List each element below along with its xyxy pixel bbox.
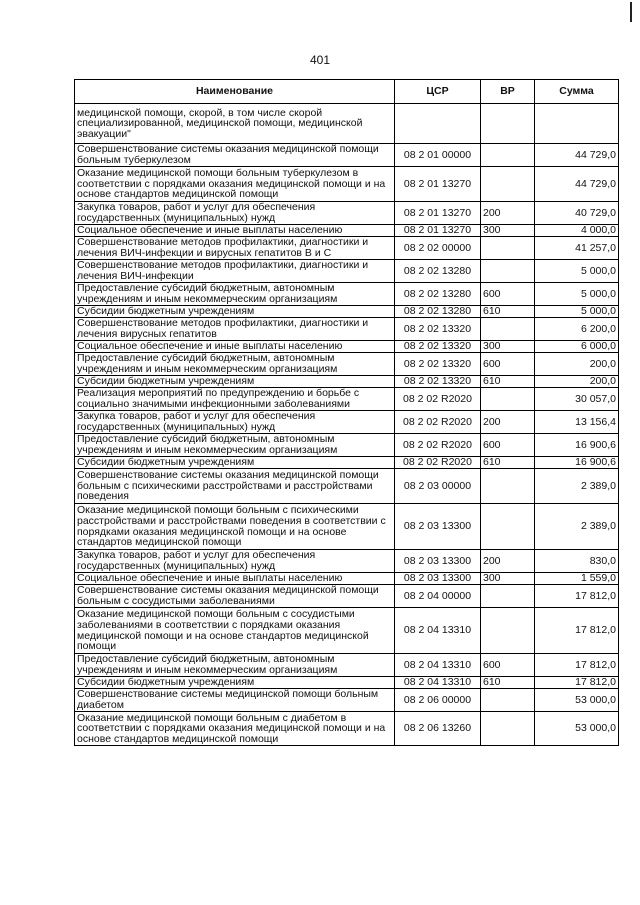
table-row: [75, 283, 619, 306]
row-name-cell: Совершенствование методов профилактики, диагностики и лечения ВИЧ-инфекции: [75, 260, 395, 283]
row-vr-cell: [481, 388, 535, 411]
row-vr-cell: 300: [481, 225, 535, 237]
row-csr-cell: 08 2 01 13270: [395, 202, 481, 225]
row-vr-cell: 600: [481, 434, 535, 457]
row-vr-cell: 600: [481, 283, 535, 306]
row-csr-cell: 08 2 02 R2020: [395, 411, 481, 434]
row-csr-cell: 08 2 04 13310: [395, 608, 481, 654]
row-vr-cell: [481, 469, 535, 504]
row-sum-cell: 17 812,0: [535, 654, 619, 677]
row-vr-cell: [481, 712, 535, 746]
table-row: [75, 144, 619, 167]
row-csr-cell: 08 2 06 00000: [395, 689, 481, 712]
row-name-cell: Оказание медицинской помощи больным туберкулезом в соответствии с порядками оказания медицинской помощи и на основе стандартов медицинской помощи: [75, 167, 395, 202]
row-name-cell: Закупка товаров, работ и услуг для обеспечения государственных (муниципальных) нужд: [75, 550, 395, 573]
row-vr-cell: [481, 608, 535, 654]
row-vr-cell: [481, 689, 535, 712]
row-name-cell: Субсидии бюджетным учреждениям: [75, 376, 395, 388]
row-vr-cell: 300: [481, 341, 535, 353]
row-sum-cell: 1 559,0: [535, 573, 619, 585]
row-vr-cell: 300: [481, 573, 535, 585]
row-sum-cell: 5 000,0: [535, 260, 619, 283]
table-row: [75, 388, 619, 411]
table-row: [75, 260, 619, 283]
row-name-cell: Совершенствование системы оказания медицинской помощи больным туберкулезом: [75, 144, 395, 167]
row-name-cell: Социальное обеспечение и иные выплаты населению: [75, 225, 395, 237]
row-csr-cell: 08 2 02 00000: [395, 237, 481, 260]
table-row: [75, 411, 619, 434]
row-name-cell: Социальное обеспечение и иные выплаты населению: [75, 341, 395, 353]
row-sum-cell: 17 812,0: [535, 677, 619, 689]
row-sum-cell: 53 000,0: [535, 689, 619, 712]
row-sum-cell: 200,0: [535, 376, 619, 388]
row-sum-cell: 17 812,0: [535, 585, 619, 608]
table-row: [75, 712, 619, 746]
row-sum-cell: 2 389,0: [535, 469, 619, 504]
row-sum-cell: 2 389,0: [535, 504, 619, 550]
row-csr-cell: 08 2 01 13270: [395, 167, 481, 202]
row-vr-cell: [481, 318, 535, 341]
row-vr-cell: 200: [481, 202, 535, 225]
row-csr-cell: 08 2 02 R2020: [395, 434, 481, 457]
row-vr-cell: [481, 504, 535, 550]
row-name-cell: Предоставление субсидий бюджетным, автономным учреждениям и иным некоммерческим организациям: [75, 353, 395, 376]
row-csr-cell: 08 2 03 00000: [395, 469, 481, 504]
row-name-cell: Субсидии бюджетным учреждениям: [75, 457, 395, 469]
row-vr-cell: 200: [481, 411, 535, 434]
row-name-cell: Оказание медицинской помощи больным с психическими расстройствами и расстройствами поведения в соответствии с порядками оказания медицинской помощи и на основе стандартов медицинской помощи: [75, 504, 395, 550]
row-vr-cell: 610: [481, 677, 535, 689]
table-row: [75, 608, 619, 654]
row-name-cell: Совершенствование методов профилактики, диагностики и лечения вирусных гепатитов: [75, 318, 395, 341]
row-vr-cell: [481, 144, 535, 167]
table-row: [75, 202, 619, 225]
row-name-cell: Предоставление субсидий бюджетным, автономным учреждениям и иным некоммерческим организациям: [75, 654, 395, 677]
table-row: [75, 677, 619, 689]
row-vr-cell: 610: [481, 457, 535, 469]
row-sum-cell: 16 900,6: [535, 457, 619, 469]
row-sum-cell: 17 812,0: [535, 608, 619, 654]
row-sum-cell: 40 729,0: [535, 202, 619, 225]
table-row: [75, 504, 619, 550]
table-row: [75, 457, 619, 469]
row-name-cell: Субсидии бюджетным учреждениям: [75, 677, 395, 689]
row-sum-cell: 53 000,0: [535, 712, 619, 746]
row-name-cell: Оказание медицинской помощи больным с сосудистыми заболеваниями в соответствии с порядками оказания медицинской помощи и на основе стандартов медицинской помощи: [75, 608, 395, 654]
table-row: [75, 237, 619, 260]
row-csr-cell: 08 2 04 13310: [395, 654, 481, 677]
row-csr-cell: 08 2 03 13300: [395, 550, 481, 573]
table-row: [75, 469, 619, 504]
row-name-cell: Закупка товаров, работ и услуг для обеспечения государственных (муниципальных) нужд: [75, 411, 395, 434]
row-csr-cell: 08 2 02 13280: [395, 283, 481, 306]
row-csr-cell: 08 2 04 13310: [395, 677, 481, 689]
row-sum-cell: 13 156,4: [535, 411, 619, 434]
row-sum-cell: 6 200,0: [535, 318, 619, 341]
header-vr: ВР: [481, 80, 535, 104]
header-sum: Сумма: [535, 80, 619, 104]
row-name-cell: Предоставление субсидий бюджетным, автономным учреждениям и иным некоммерческим организациям: [75, 283, 395, 306]
row-name-cell: Реализация мероприятий по предупреждению и борьбе с социально значимыми инфекционными заболеваниями: [75, 388, 395, 411]
row-name-cell: Совершенствование методов профилактики, диагностики и лечения ВИЧ-инфекции и вирусных гепатитов В и С: [75, 237, 395, 260]
row-csr-cell: [395, 104, 481, 144]
row-name-cell: Совершенствование системы медицинской помощи больным диабетом: [75, 689, 395, 712]
row-sum-cell: 830,0: [535, 550, 619, 573]
table-row: [75, 585, 619, 608]
header-name: Наименование: [75, 80, 395, 104]
row-csr-cell: 08 2 01 00000: [395, 144, 481, 167]
row-sum-cell: 5 000,0: [535, 283, 619, 306]
table-row: [75, 104, 619, 144]
table-body: [75, 104, 619, 746]
budget-table: [74, 79, 619, 746]
table-row: [75, 306, 619, 318]
table-row: [75, 573, 619, 585]
row-vr-cell: [481, 167, 535, 202]
row-name-cell: Субсидии бюджетным учреждениям: [75, 306, 395, 318]
row-csr-cell: 08 2 02 13320: [395, 341, 481, 353]
row-name-cell: медицинской помощи, скорой, в том числе скорой специализированной, медицинской помощи, медицинской эвакуации": [75, 104, 395, 144]
row-sum-cell: 6 000,0: [535, 341, 619, 353]
table-row: [75, 689, 619, 712]
row-vr-cell: [481, 237, 535, 260]
row-sum-cell: [535, 104, 619, 144]
row-csr-cell: 08 2 01 13270: [395, 225, 481, 237]
header-csr: ЦСР: [395, 80, 481, 104]
row-vr-cell: [481, 260, 535, 283]
row-csr-cell: 08 2 04 00000: [395, 585, 481, 608]
table-row: [75, 225, 619, 237]
page-number: 401: [309, 53, 331, 67]
table-row: [75, 654, 619, 677]
row-vr-cell: 200: [481, 550, 535, 573]
row-sum-cell: 44 729,0: [535, 167, 619, 202]
row-csr-cell: 08 2 02 13320: [395, 376, 481, 388]
row-sum-cell: 44 729,0: [535, 144, 619, 167]
row-vr-cell: 600: [481, 353, 535, 376]
row-vr-cell: 600: [481, 654, 535, 677]
row-sum-cell: 30 057,0: [535, 388, 619, 411]
table-row: [75, 341, 619, 353]
row-name-cell: Социальное обеспечение и иные выплаты населению: [75, 573, 395, 585]
row-csr-cell: 08 2 02 13280: [395, 306, 481, 318]
row-sum-cell: 41 257,0: [535, 237, 619, 260]
row-csr-cell: 08 2 03 13300: [395, 504, 481, 550]
row-vr-cell: [481, 585, 535, 608]
table-row: [75, 353, 619, 376]
row-vr-cell: 610: [481, 376, 535, 388]
row-csr-cell: 08 2 03 13300: [395, 573, 481, 585]
row-csr-cell: 08 2 02 13280: [395, 260, 481, 283]
table-row: [75, 167, 619, 202]
table-row: [75, 376, 619, 388]
row-csr-cell: 08 2 02 13320: [395, 353, 481, 376]
row-name-cell: Оказание медицинской помощи больным с диабетом в соответствии с порядками оказания медицинской помощи и на основе стандартов медицинской помощи: [75, 712, 395, 746]
table-row: [75, 434, 619, 457]
row-csr-cell: 08 2 02 R2020: [395, 457, 481, 469]
row-name-cell: Предоставление субсидий бюджетным, автономным учреждениям и иным некоммерческим организациям: [75, 434, 395, 457]
page-edge-mark: [630, 2, 632, 22]
row-name-cell: Совершенствование системы оказания медицинской помощи больным с сосудистыми заболеваниями: [75, 585, 395, 608]
row-sum-cell: 200,0: [535, 353, 619, 376]
row-sum-cell: 16 900,6: [535, 434, 619, 457]
row-sum-cell: 5 000,0: [535, 306, 619, 318]
row-csr-cell: 08 2 02 13320: [395, 318, 481, 341]
table-row: [75, 318, 619, 341]
row-csr-cell: 08 2 02 R2020: [395, 388, 481, 411]
table-header-row: [75, 80, 619, 104]
row-vr-cell: [481, 104, 535, 144]
row-sum-cell: 4 000,0: [535, 225, 619, 237]
row-csr-cell: 08 2 06 13260: [395, 712, 481, 746]
table-row: [75, 550, 619, 573]
row-name-cell: Совершенствование системы оказания медицинской помощи больным с психическими расстройствами и расстройствами поведения: [75, 469, 395, 504]
row-name-cell: Закупка товаров, работ и услуг для обеспечения государственных (муниципальных) нужд: [75, 202, 395, 225]
row-vr-cell: 610: [481, 306, 535, 318]
